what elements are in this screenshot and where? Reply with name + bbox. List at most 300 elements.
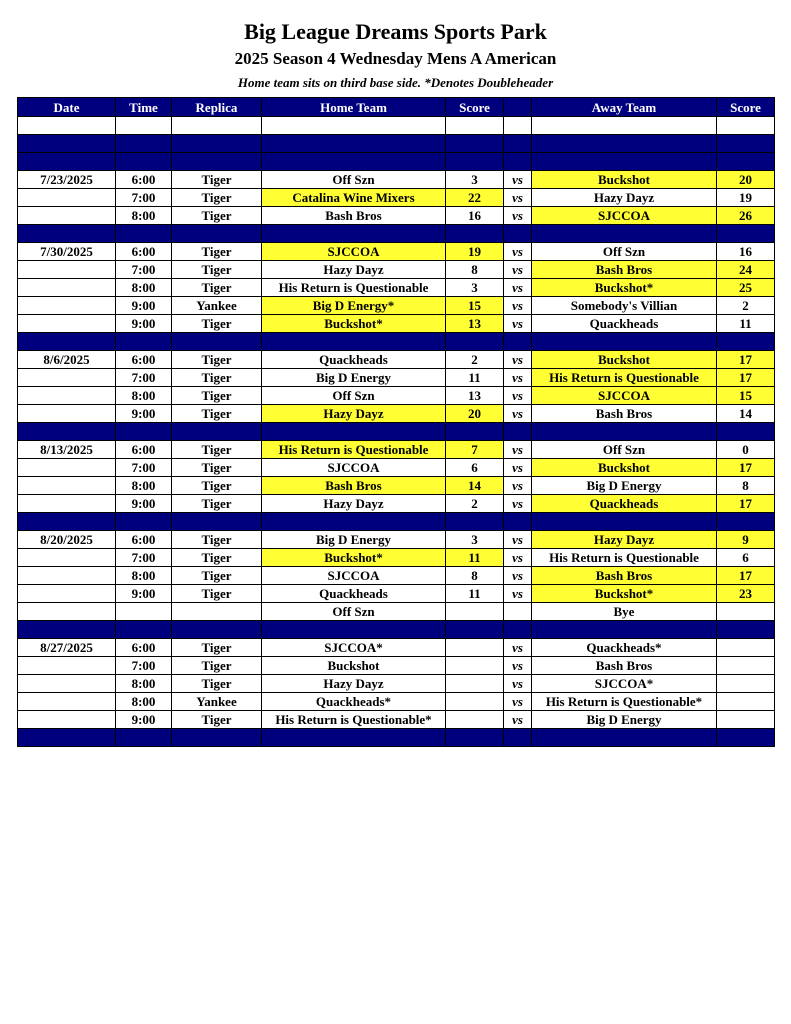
date-cell <box>18 297 116 315</box>
away-score-cell: 17 <box>717 369 775 387</box>
home-score-cell <box>446 711 504 729</box>
home-score-cell <box>446 657 504 675</box>
col-header-home-team: Home Team <box>262 98 446 117</box>
schedule-body <box>18 117 775 747</box>
away-score-cell: 6 <box>717 549 775 567</box>
replica-cell: Tiger <box>172 261 262 279</box>
home-team-cell: His Return is Questionable <box>262 441 446 459</box>
away-team-cell: Off Szn <box>532 441 717 459</box>
away-team-cell: Bash Bros <box>532 405 717 423</box>
blank-row <box>18 117 775 135</box>
vs-cell: vs <box>504 387 532 405</box>
away-score-cell: 19 <box>717 189 775 207</box>
replica-cell <box>172 603 262 621</box>
replica-cell: Tiger <box>172 387 262 405</box>
vs-cell: vs <box>504 243 532 261</box>
home-score-cell <box>446 693 504 711</box>
time-cell: 8:00 <box>116 693 172 711</box>
home-team-cell: Hazy Dayz <box>262 405 446 423</box>
col-header-date: Date <box>18 98 116 117</box>
table-row <box>18 243 775 261</box>
home-team-cell <box>262 621 446 639</box>
time-cell <box>116 225 172 243</box>
away-team-cell: Bash Bros <box>532 657 717 675</box>
away-score-cell <box>717 423 775 441</box>
away-score-cell <box>717 675 775 693</box>
vs-cell: vs <box>504 351 532 369</box>
replica-cell: Tiger <box>172 351 262 369</box>
date-cell <box>18 135 116 153</box>
vs-cell <box>504 225 532 243</box>
home-team-cell <box>262 513 446 531</box>
replica-cell <box>172 513 262 531</box>
vs-cell: vs <box>504 711 532 729</box>
away-team-cell: SJCCOA* <box>532 675 717 693</box>
date-cell <box>18 477 116 495</box>
replica-cell: Yankee <box>172 297 262 315</box>
away-score-cell: 8 <box>717 477 775 495</box>
away-score-cell: 0 <box>717 441 775 459</box>
home-team-cell: Big D Energy <box>262 369 446 387</box>
table-row <box>18 351 775 369</box>
replica-cell: Tiger <box>172 243 262 261</box>
away-score-cell <box>717 135 775 153</box>
vs-cell: vs <box>504 405 532 423</box>
schedule-table <box>17 97 775 747</box>
vs-cell <box>504 423 532 441</box>
away-score-cell: 15 <box>717 387 775 405</box>
date-cell <box>18 117 116 135</box>
date-cell: 8/27/2025 <box>18 639 116 657</box>
replica-cell: Tiger <box>172 531 262 549</box>
time-cell: 9:00 <box>116 711 172 729</box>
date-cell <box>18 549 116 567</box>
vs-cell: vs <box>504 171 532 189</box>
time-cell: 7:00 <box>116 189 172 207</box>
away-team-cell: Buckshot <box>532 459 717 477</box>
home-team-cell: His Return is Questionable <box>262 279 446 297</box>
date-cell <box>18 225 116 243</box>
home-score-cell: 19 <box>446 243 504 261</box>
week-separator <box>18 333 775 351</box>
away-team-cell <box>532 729 717 747</box>
vs-cell: vs <box>504 567 532 585</box>
home-score-cell <box>446 675 504 693</box>
date-cell <box>18 711 116 729</box>
home-score-cell: 3 <box>446 279 504 297</box>
time-cell: 7:00 <box>116 657 172 675</box>
replica-cell: Tiger <box>172 405 262 423</box>
table-row <box>18 207 775 225</box>
away-score-cell <box>717 333 775 351</box>
home-team-cell <box>262 729 446 747</box>
time-cell: 6:00 <box>116 441 172 459</box>
away-team-cell: Quackheads <box>532 495 717 513</box>
date-cell <box>18 387 116 405</box>
away-team-cell: Bye <box>532 603 717 621</box>
away-score-cell: 26 <box>717 207 775 225</box>
vs-cell: vs <box>504 657 532 675</box>
date-cell <box>18 405 116 423</box>
home-team-cell <box>262 225 446 243</box>
table-row <box>18 603 775 621</box>
header-row <box>18 98 775 117</box>
home-score-cell: 15 <box>446 297 504 315</box>
replica-cell: Tiger <box>172 711 262 729</box>
col-header-away-score: Score <box>717 98 775 117</box>
replica-cell: Tiger <box>172 585 262 603</box>
table-row <box>18 477 775 495</box>
away-score-cell <box>717 693 775 711</box>
home-team-cell: Off Szn <box>262 603 446 621</box>
replica-cell: Tiger <box>172 675 262 693</box>
away-score-cell: 16 <box>717 243 775 261</box>
table-row <box>18 549 775 567</box>
home-score-cell: 11 <box>446 369 504 387</box>
home-score-cell: 16 <box>446 207 504 225</box>
date-cell <box>18 729 116 747</box>
home-team-cell: Quackheads <box>262 585 446 603</box>
home-score-cell <box>446 423 504 441</box>
replica-cell <box>172 621 262 639</box>
home-team-cell: Hazy Dayz <box>262 495 446 513</box>
away-score-cell: 14 <box>717 405 775 423</box>
date-cell <box>18 189 116 207</box>
replica-cell: Tiger <box>172 639 262 657</box>
date-cell <box>18 279 116 297</box>
away-score-cell: 11 <box>717 315 775 333</box>
date-cell <box>18 513 116 531</box>
date-cell <box>18 675 116 693</box>
date-cell <box>18 603 116 621</box>
away-team-cell: Hazy Dayz <box>532 189 717 207</box>
home-team-cell: Buckshot <box>262 657 446 675</box>
table-row <box>18 531 775 549</box>
home-team-cell: Bash Bros <box>262 477 446 495</box>
time-cell: 8:00 <box>116 207 172 225</box>
time-cell: 8:00 <box>116 477 172 495</box>
schedule-note: Home team sits on third base side. *Denotes Doubleheader <box>237 75 554 90</box>
replica-cell <box>172 153 262 171</box>
vs-cell <box>504 621 532 639</box>
away-score-cell: 25 <box>717 279 775 297</box>
vs-cell <box>504 117 532 135</box>
away-team-cell: Bash Bros <box>532 261 717 279</box>
home-team-cell: SJCCOA <box>262 567 446 585</box>
date-cell <box>18 153 116 171</box>
time-cell <box>116 117 172 135</box>
vs-cell: vs <box>504 207 532 225</box>
away-team-cell <box>532 225 717 243</box>
replica-cell <box>172 225 262 243</box>
away-team-cell: Buckshot* <box>532 279 717 297</box>
away-team-cell: His Return is Questionable <box>532 369 717 387</box>
replica-cell: Tiger <box>172 459 262 477</box>
time-cell <box>116 513 172 531</box>
vs-cell: vs <box>504 369 532 387</box>
home-team-cell: Hazy Dayz <box>262 261 446 279</box>
vs-cell: vs <box>504 549 532 567</box>
table-row <box>18 495 775 513</box>
date-cell <box>18 495 116 513</box>
replica-cell: Tiger <box>172 549 262 567</box>
time-cell: 9:00 <box>116 585 172 603</box>
home-team-cell: Buckshot* <box>262 549 446 567</box>
replica-cell: Tiger <box>172 441 262 459</box>
home-team-cell: Quackheads* <box>262 693 446 711</box>
replica-cell <box>172 729 262 747</box>
vs-cell <box>504 513 532 531</box>
home-score-cell: 13 <box>446 387 504 405</box>
home-team-cell: Hazy Dayz <box>262 675 446 693</box>
time-cell: 6:00 <box>116 243 172 261</box>
home-score-cell <box>446 513 504 531</box>
away-score-cell <box>717 513 775 531</box>
away-score-cell: 17 <box>717 495 775 513</box>
table-row <box>18 441 775 459</box>
away-team-cell: SJCCOA <box>532 207 717 225</box>
vs-cell: vs <box>504 441 532 459</box>
replica-cell <box>172 135 262 153</box>
vs-cell: vs <box>504 639 532 657</box>
time-cell: 8:00 <box>116 387 172 405</box>
date-cell <box>18 369 116 387</box>
home-score-cell <box>446 639 504 657</box>
away-score-cell <box>717 621 775 639</box>
away-score-cell <box>717 117 775 135</box>
date-cell <box>18 333 116 351</box>
vs-cell: vs <box>504 675 532 693</box>
time-cell <box>116 153 172 171</box>
date-cell <box>18 261 116 279</box>
away-team-cell: Off Szn <box>532 243 717 261</box>
replica-cell: Tiger <box>172 495 262 513</box>
table-row <box>18 459 775 477</box>
vs-cell <box>504 153 532 171</box>
col-header-away-team: Away Team <box>532 98 717 117</box>
page-subtitle: 2025 Season 4 Wednesday Mens A American <box>234 49 557 68</box>
home-score-cell <box>446 225 504 243</box>
away-score-cell <box>717 639 775 657</box>
away-team-cell: Buckshot <box>532 171 717 189</box>
date-cell <box>18 657 116 675</box>
table-row <box>18 567 775 585</box>
away-score-cell <box>717 225 775 243</box>
home-team-cell <box>262 333 446 351</box>
time-cell <box>116 621 172 639</box>
away-team-cell: Buckshot <box>532 351 717 369</box>
date-cell <box>18 207 116 225</box>
vs-cell: vs <box>504 459 532 477</box>
time-cell: 7:00 <box>116 459 172 477</box>
home-score-cell: 2 <box>446 351 504 369</box>
home-team-cell: SJCCOA <box>262 243 446 261</box>
replica-cell: Yankee <box>172 693 262 711</box>
home-team-cell <box>262 135 446 153</box>
away-team-cell <box>532 621 717 639</box>
away-team-cell <box>532 333 717 351</box>
home-team-cell: Catalina Wine Mixers <box>262 189 446 207</box>
table-row <box>18 675 775 693</box>
home-team-cell: Big D Energy* <box>262 297 446 315</box>
away-score-cell: 2 <box>717 297 775 315</box>
week-separator <box>18 513 775 531</box>
replica-cell: Tiger <box>172 189 262 207</box>
home-team-cell: Big D Energy <box>262 531 446 549</box>
replica-cell: Tiger <box>172 171 262 189</box>
home-score-cell: 13 <box>446 315 504 333</box>
home-score-cell <box>446 117 504 135</box>
time-cell: 9:00 <box>116 405 172 423</box>
home-score-cell: 3 <box>446 531 504 549</box>
away-team-cell: His Return is Questionable* <box>532 693 717 711</box>
table-row <box>18 585 775 603</box>
vs-cell <box>504 603 532 621</box>
away-team-cell <box>532 513 717 531</box>
replica-cell: Tiger <box>172 207 262 225</box>
week-separator <box>18 153 775 171</box>
home-score-cell: 3 <box>446 171 504 189</box>
away-team-cell <box>532 423 717 441</box>
home-score-cell <box>446 603 504 621</box>
week-separator <box>18 423 775 441</box>
table-row <box>18 261 775 279</box>
home-team-cell: Off Szn <box>262 171 446 189</box>
away-score-cell: 24 <box>717 261 775 279</box>
away-team-cell: Quackheads* <box>532 639 717 657</box>
home-score-cell: 22 <box>446 189 504 207</box>
away-team-cell: SJCCOA <box>532 387 717 405</box>
date-cell: 8/13/2025 <box>18 441 116 459</box>
home-score-cell: 20 <box>446 405 504 423</box>
replica-cell <box>172 333 262 351</box>
time-cell <box>116 333 172 351</box>
home-team-cell: Off Szn <box>262 387 446 405</box>
away-team-cell: Bash Bros <box>532 567 717 585</box>
date-cell <box>18 621 116 639</box>
table-row <box>18 369 775 387</box>
replica-cell: Tiger <box>172 369 262 387</box>
home-team-cell: Bash Bros <box>262 207 446 225</box>
home-score-cell: 11 <box>446 549 504 567</box>
away-team-cell: Big D Energy <box>532 711 717 729</box>
away-team-cell: Quackheads <box>532 315 717 333</box>
table-row <box>18 657 775 675</box>
away-team-cell: His Return is Questionable <box>532 549 717 567</box>
date-cell <box>18 567 116 585</box>
date-cell <box>18 315 116 333</box>
time-cell: 7:00 <box>116 261 172 279</box>
away-score-cell <box>717 729 775 747</box>
date-cell: 7/30/2025 <box>18 243 116 261</box>
vs-cell: vs <box>504 297 532 315</box>
replica-cell: Tiger <box>172 315 262 333</box>
away-score-cell <box>717 657 775 675</box>
home-score-cell <box>446 729 504 747</box>
away-score-cell <box>717 711 775 729</box>
time-cell: 6:00 <box>116 351 172 369</box>
vs-cell: vs <box>504 315 532 333</box>
away-team-cell: Hazy Dayz <box>532 531 717 549</box>
home-score-cell: 8 <box>446 567 504 585</box>
away-score-cell: 17 <box>717 459 775 477</box>
home-team-cell: Quackheads <box>262 351 446 369</box>
time-cell <box>116 135 172 153</box>
time-cell: 7:00 <box>116 549 172 567</box>
replica-cell <box>172 423 262 441</box>
away-score-cell <box>717 603 775 621</box>
home-score-cell: 14 <box>446 477 504 495</box>
away-score-cell <box>717 153 775 171</box>
table-row <box>18 297 775 315</box>
table-row <box>18 639 775 657</box>
home-team-cell <box>262 153 446 171</box>
table-row <box>18 711 775 729</box>
table-row <box>18 189 775 207</box>
away-score-cell: 17 <box>717 351 775 369</box>
time-cell: 9:00 <box>116 315 172 333</box>
vs-cell <box>504 729 532 747</box>
date-cell <box>18 423 116 441</box>
home-team-cell: SJCCOA* <box>262 639 446 657</box>
away-team-cell: Big D Energy <box>532 477 717 495</box>
home-team-cell: Buckshot* <box>262 315 446 333</box>
away-score-cell: 20 <box>717 171 775 189</box>
week-separator <box>18 225 775 243</box>
time-cell: 8:00 <box>116 567 172 585</box>
away-score-cell: 9 <box>717 531 775 549</box>
vs-cell <box>504 135 532 153</box>
vs-cell: vs <box>504 531 532 549</box>
time-cell: 7:00 <box>116 369 172 387</box>
home-score-cell: 6 <box>446 459 504 477</box>
time-cell <box>116 729 172 747</box>
away-score-cell: 23 <box>717 585 775 603</box>
replica-cell: Tiger <box>172 279 262 297</box>
home-team-cell: SJCCOA <box>262 459 446 477</box>
home-score-cell <box>446 135 504 153</box>
home-score-cell: 11 <box>446 585 504 603</box>
away-team-cell <box>532 117 717 135</box>
time-cell: 6:00 <box>116 171 172 189</box>
table-row <box>18 171 775 189</box>
time-cell: 8:00 <box>116 675 172 693</box>
away-team-cell: Buckshot* <box>532 585 717 603</box>
home-score-cell: 8 <box>446 261 504 279</box>
away-team-cell <box>532 153 717 171</box>
page-title: Big League Dreams Sports Park <box>244 19 547 44</box>
home-score-cell <box>446 621 504 639</box>
vs-cell: vs <box>504 279 532 297</box>
away-team-cell: Somebody's Villian <box>532 297 717 315</box>
time-cell: 9:00 <box>116 495 172 513</box>
table-row <box>18 693 775 711</box>
table-row <box>18 315 775 333</box>
home-score-cell <box>446 153 504 171</box>
home-team-cell: His Return is Questionable* <box>262 711 446 729</box>
home-score-cell: 7 <box>446 441 504 459</box>
replica-cell: Tiger <box>172 477 262 495</box>
time-cell: 6:00 <box>116 639 172 657</box>
home-score-cell <box>446 333 504 351</box>
time-cell: 6:00 <box>116 531 172 549</box>
table-row <box>18 279 775 297</box>
vs-cell: vs <box>504 261 532 279</box>
vs-cell: vs <box>504 189 532 207</box>
date-cell <box>18 693 116 711</box>
table-row <box>18 387 775 405</box>
replica-cell: Tiger <box>172 567 262 585</box>
